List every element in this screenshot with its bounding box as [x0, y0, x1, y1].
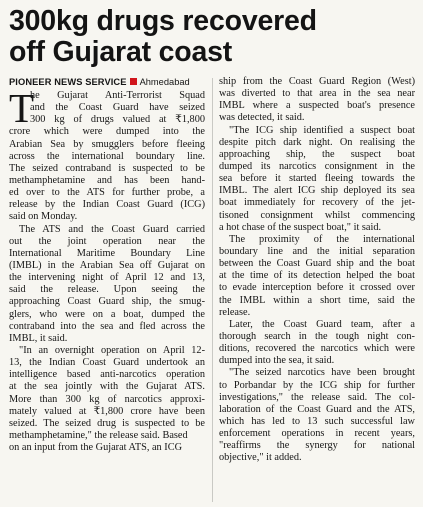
text-line: tisoned consignment whilst commencing — [219, 209, 415, 221]
text-line: Arabian Sea by smugglers before fleeing — [9, 138, 205, 150]
text-line: objective," it added. — [219, 452, 302, 464]
text-line: More than 300 kg of narcotics approxi- — [9, 393, 205, 405]
text-line: The ATS and the Coast Guard carried — [19, 223, 205, 235]
text-line: enforcement operations in recent years, — [219, 428, 415, 440]
headline-line-1: 300kg drugs recovered — [9, 5, 317, 37]
text-line: mately valued at ₹1,800 crore have been — [9, 405, 205, 417]
text-line: intelligence based anti-narcotics operation — [9, 369, 205, 381]
text-line: ed over to the ATS for further probe, a — [9, 187, 205, 199]
byline — [9, 76, 205, 88]
text-line: dumped into the sea, it said. — [219, 355, 335, 367]
text-line: 13, the Indian Coast Guard undertook an — [9, 357, 205, 369]
text-line: a hot chase of the suspect boat," it said. — [219, 221, 382, 233]
text-line: "The seized narcotics have been brought — [229, 367, 415, 379]
text-line: to Porbandar by the ICG ship for further — [219, 379, 415, 391]
text-line: on an input from the Gujarat ATS, an ICG — [9, 442, 183, 454]
text-line: out the joint operation near the — [9, 235, 205, 247]
headline — [9, 6, 415, 68]
text-line: across the international boundary line. — [9, 150, 205, 162]
column-divider — [212, 78, 213, 502]
text-line: and the Coast Guard have seized — [30, 102, 205, 114]
text-line: said on Monday. — [9, 211, 78, 223]
text-line: despite pitch dark night. On realising the — [219, 136, 415, 148]
text-line: methamphetamine and has been hand- — [9, 174, 205, 186]
text-line: The seized contraband is suspected to be — [9, 162, 205, 174]
text-line: 300 kg of drugs valued at ₹1,800 — [30, 114, 205, 126]
text-line: seized. The seized drug is suspected to be — [9, 417, 205, 429]
text-line: Later, the Coast Guard team, after a — [229, 318, 415, 330]
text-line: said the release. Upon seeing the — [9, 284, 205, 296]
headline-line-2: off Gujarat coast — [9, 36, 233, 68]
text-line: glers, who were on a boat, dumped the — [9, 308, 205, 320]
left-column — [9, 76, 205, 454]
text-line: crore which were dumped into the — [9, 126, 205, 138]
red-square-icon — [130, 78, 137, 85]
text-line: laboration of the Coast Guard and the ATS, — [219, 403, 415, 415]
text-line: release. — [219, 306, 251, 318]
text-line: contraband into the sea and fled across the — [9, 320, 205, 332]
text-line: at the sea jointly with the Gujarat ATS. — [9, 381, 205, 393]
text-line: approaching Coast Guard ship, the smug- — [9, 296, 205, 308]
text-line: "In an overnight operation on April 12- — [19, 344, 205, 356]
text-line: thorough search in the tough night con- — [219, 330, 415, 342]
text-line: investigations," the release said. The col- — [219, 391, 415, 403]
drop-cap: T — [9, 85, 35, 131]
text-line: "The ICG ship identified a suspect boat — [229, 124, 415, 136]
text-line: IMBL where a suspected boat's presence — [219, 100, 415, 112]
right-column-text — [219, 76, 415, 465]
text-line: between the Coast Guard ship and the boat — [219, 258, 415, 270]
text-line: approaching ship, the suspect boat — [219, 148, 415, 160]
text-line: release by the Indian Coast Guard (ICG) — [9, 199, 205, 211]
text-line: he Gujarat Anti-Terrorist Squad — [30, 90, 205, 101]
text-line: which has led to 13 such successful law — [219, 415, 415, 427]
text-line: boundary line and the initial separation — [219, 245, 415, 257]
text-line: International Maritime Boundary Line — [9, 247, 205, 259]
article-body — [9, 76, 415, 504]
text-line: at the time of its detection helped the boat — [219, 270, 415, 282]
text-line: ship from the Coast Guard Region (West) — [219, 76, 415, 87]
text-line: (IMBL) in the Arabian Sea off Gujarat on — [9, 259, 205, 271]
text-line: ditions, recovered the narcotics which were — [219, 343, 415, 355]
text-line: "reaffirms the synergy for national — [219, 440, 415, 452]
text-line: was diverted to that area in the sea near — [219, 88, 415, 100]
text-line: boat immediately for recovery of the jet- — [219, 197, 415, 209]
text-line: to evade interception before it crossed over — [219, 282, 415, 294]
byline-place: Ahmedabad — [139, 77, 190, 87]
text-line: dumped its narcotics consignment in the — [219, 160, 415, 172]
right-column — [219, 76, 415, 465]
text-line: IMBL, it said. — [9, 332, 68, 344]
text-line: The proximity of the international — [229, 233, 415, 245]
text-line: sea before it started fleeing towards the — [219, 173, 415, 185]
text-line: IMBL. The alert ICG ship deployed its sea — [219, 185, 415, 197]
text-line: methamphetamine," the release said. Based — [9, 429, 188, 441]
text-line: was detected, it said. — [219, 112, 305, 124]
left-column-text — [9, 85, 205, 454]
text-line: the intervening night of April 12 and 13, — [9, 272, 205, 284]
byline-service: PIONEER NEWS SERVICE — [9, 77, 127, 87]
text-line: the IMBL within a short time, said the — [219, 294, 415, 306]
